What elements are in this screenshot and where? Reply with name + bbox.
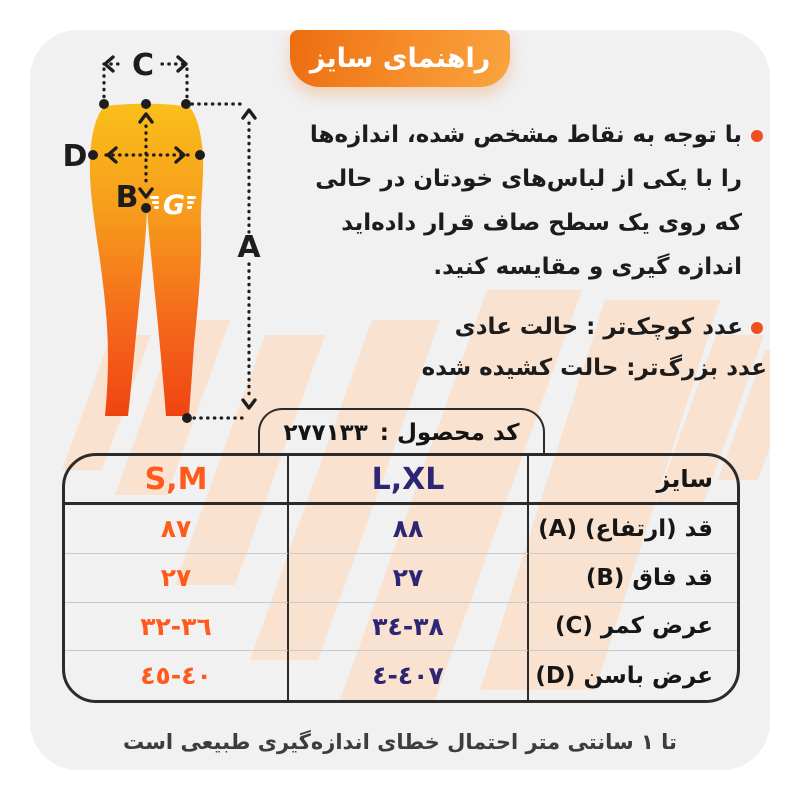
product-code-tab — [258, 408, 545, 455]
column-header-size: سایز — [529, 456, 737, 505]
measurement-label-d: D — [62, 139, 88, 174]
row-label-rise: قد فاق (B) — [529, 554, 737, 603]
measurement-label-b: B — [115, 180, 139, 215]
bullet-icon — [751, 130, 763, 142]
measurement-label-a: A — [237, 230, 261, 265]
marker-dot — [181, 99, 191, 109]
instruction-line: را با یکی از لباس‌های خودتان در حالی — [315, 166, 742, 192]
size-table — [62, 453, 740, 703]
size-guide-badge — [290, 30, 510, 87]
row-label-height: قد (ارتفاع) (A) — [529, 505, 737, 554]
marker-dot — [99, 99, 109, 109]
instruction-line: عدد بزرگ‌تر: حالت کشیده شده — [421, 355, 767, 381]
row-label-hip: عرض باسن (D) — [535, 662, 713, 689]
row-label-waist: عرض کمر (C) — [529, 603, 737, 652]
product-code-label: کد محصول : — [379, 419, 520, 446]
product-code-value: ۲۷۷۱۳۳ — [283, 419, 368, 446]
value-lxl-rise: ۲۷ — [289, 554, 529, 603]
instruction-line: عدد کوچک‌تر : حالت عادی — [454, 314, 743, 340]
measurement-tolerance-note: تا ۱ سانتی متر احتمال خطای اندازه‌گیری طبیعی است — [123, 730, 677, 754]
value-lxl-height: ۸۸ — [289, 505, 529, 554]
size-guide-card — [30, 30, 770, 770]
value-sm-height: ۸۷ — [65, 505, 289, 554]
value-sm-waist: ۳۲-۳٦ — [65, 603, 289, 652]
measurement-label-c: C — [131, 48, 155, 83]
value-sm-rise: ۲۷ — [65, 554, 289, 603]
instruction-line: اندازه گیری و مقایسه کنید. — [433, 254, 742, 280]
instruction-line: که روی یک سطح صاف قرار داده‌اید — [341, 210, 742, 236]
marker-dot — [141, 99, 151, 109]
value-sm-hip: ٤٠-٤٥ — [65, 651, 289, 700]
column-header-lxl: L,XL — [289, 456, 529, 505]
measurement-line-c — [104, 48, 187, 99]
value-lxl-waist: ۳٤-۳۸ — [289, 603, 529, 652]
leggings-illustration — [90, 104, 203, 416]
brand-logo-letter: G — [162, 190, 186, 221]
column-header-sm: S,M — [65, 456, 289, 505]
leggings-diagram — [40, 35, 290, 440]
instruction-paragraph-measure — [282, 113, 742, 289]
instruction-paragraph-numbers — [287, 307, 767, 389]
instruction-line: با توجه به نقاط مشخص شده، اندازه‌ها — [309, 122, 742, 148]
size-guide-badge-label: راهنمای سایز — [309, 43, 491, 74]
value-lxl-hip: ٤٠-٤۷ — [289, 651, 529, 700]
